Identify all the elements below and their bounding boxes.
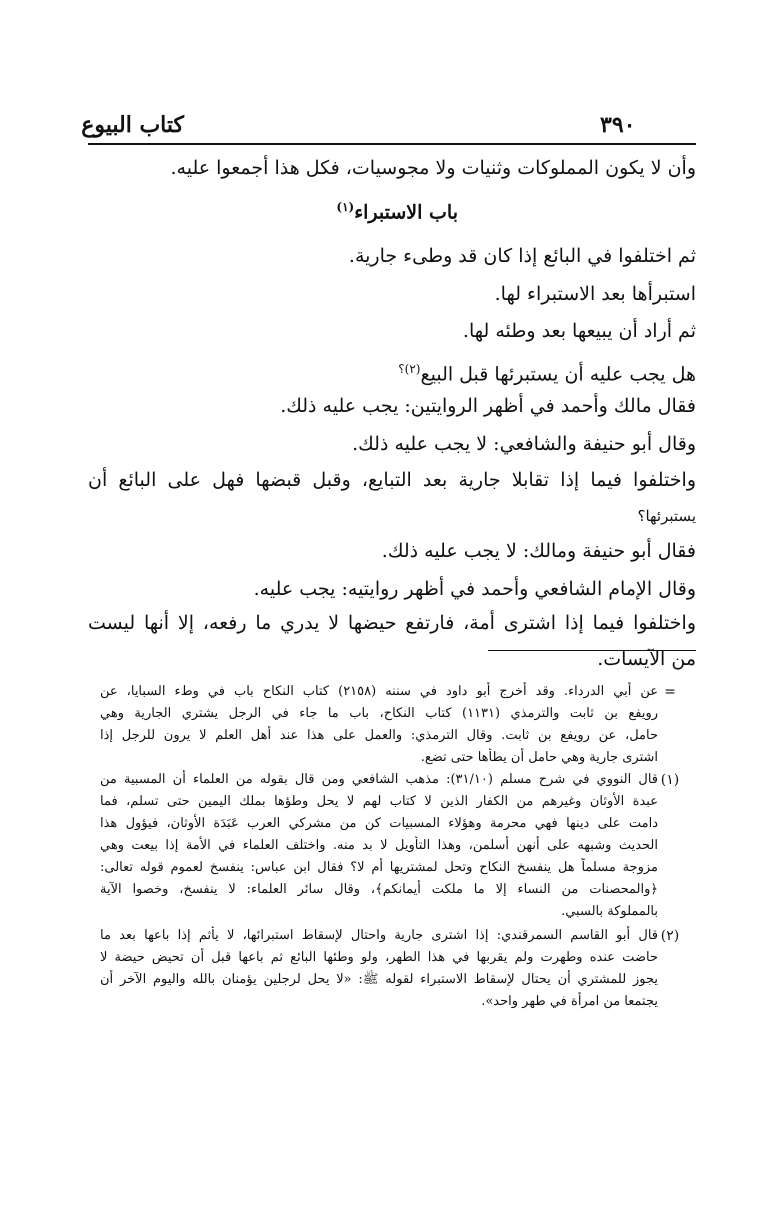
section-heading-text: باب الاستبراء <box>354 201 458 224</box>
footnote-line: حامل، عن رويفع بن ثابت. وقال الترمذي: والعمل على هذا عند أهل العلم لا يرون للرجل إذا <box>100 728 658 743</box>
intro-line: وأن لا يكون المملوكات وثنيات ولا مجوسيات، فكل هذا أجمعوا عليه. <box>170 157 696 179</box>
footnote-line: ﴿والمحصنات من النساء إلا ما ملكت أيمانكم﴾، وقال سائر العلماء: لا ينفسخ، وخصوا الآية <box>100 882 658 897</box>
footnote-line: يجوز للمشتري أن يحتال لإسقاط الاستبراء لقوله ﷺ: «لا يحل لرجلين يؤمنان بالله واليوم الآخر أن <box>100 972 658 987</box>
footnote-ref: (٢)؟ <box>398 362 421 376</box>
text-line: ثم أراد أن يبيعها بعد وطئه لها. <box>462 320 696 342</box>
text-line: من الآيسات. <box>597 648 696 670</box>
text-line: يستبرئها؟ <box>637 507 696 525</box>
footnote-line: اشترى جارية وهي حامل أن يطأها حتى تضع. <box>420 750 658 765</box>
text-line: واختلفوا فيما إذا تقابلا جارية بعد التبايع، وقبل قبضها فهل على البائع أن <box>88 469 696 491</box>
footnote-line: حاضت عنده وطهرت ولم يقربها في هذا الطهر، ولو وطئها البائع ثم باعها قبل أن تحيض حيضة لا <box>100 950 658 965</box>
chapter-title: كتاب البيوع <box>81 112 184 138</box>
page-number: ٣٩٠ <box>600 112 636 138</box>
footnote-line: قال النووي في شرح مسلم (٣١/١٠): مذهب الشافعي ومن قال بقوله من العلماء أن المسبية من <box>100 772 658 787</box>
footnote-line: دامت على دينها فهي محرمة وهؤلاء المسبيات كن من مشركي العرب عَبَدَة الأوثان، فيؤول هذا <box>100 816 658 831</box>
section-heading <box>336 200 458 223</box>
text-line: استبرأها بعد الاستبراء لها. <box>494 283 696 305</box>
footnote-marker: (٢) <box>660 928 680 944</box>
footnote-line: يجتمعا من امرأة في طهر واحد». <box>481 994 658 1009</box>
text-line: وقال الإمام الشافعي وأحمد في أظهر روايتيه: يجب عليه. <box>253 578 696 600</box>
text-line <box>398 355 696 388</box>
footnote-line: عبدة الأوثان وغيرهم من الكفار الذين لا كتاب لهم لا يحل وطؤها بملك اليمين حتى تسلم، فما <box>100 794 658 809</box>
header-rule <box>88 143 696 145</box>
footnote-marker: (١) <box>660 772 680 788</box>
footnote-ref: (١) <box>336 200 355 214</box>
text-line-body: هل يجب عليه أن يستبرئها قبل البيع <box>420 363 696 386</box>
footnote-rule <box>488 650 696 651</box>
footnote-line: قال أبو القاسم السمرقندي: إذا اشترى جارية واحتال لإسقاط استبرائها، لا يأثم إذا باعها بعد ما <box>100 928 658 943</box>
text-line: فقال أبو حنيفة ومالك: لا يجب عليه ذلك. <box>381 540 696 562</box>
footnote-line: بالمملوكة بالسبي. <box>561 904 658 919</box>
footnote-line: رويفع بن ثابت والترمذي (١١٣١) كتاب النكاح، باب ما جاء في الرجل يشتري الجارية وهي <box>100 706 658 721</box>
footnote-line: عن أبي الدرداء. وقد أخرج أبو داود في سننه (٢١٥٨) كتاب النكاح باب في وطء السبايا، عن <box>100 684 658 699</box>
footnote-marker: = <box>664 684 676 700</box>
footnote-line: الحديث وشبهه على أنهن أسلمن، وهذا التأويل لا بد منه. واختلف العلماء في الأمة إذا بيعت وهي <box>100 838 658 853</box>
text-line: فقال مالك وأحمد في أظهر الروايتين: يجب عليه ذلك. <box>280 395 696 417</box>
footnote-line: مزوجة مسلماً هل ينفسخ النكاح وتحل لمشتريها أم لا؟ فقال ابن عباس: ينفسخ لعموم قوله تعالى: <box>100 860 658 875</box>
text-line: وقال أبو حنيفة والشافعي: لا يجب عليه ذلك. <box>352 433 696 455</box>
text-line: واختلفوا فيما إذا اشترى أمة، فارتفع حيضها لا يدري ما رفعه، إلا أنها ليست <box>88 612 696 634</box>
text-line: ثم اختلفوا في البائع إذا كان قد وطىء جارية. <box>348 245 696 267</box>
